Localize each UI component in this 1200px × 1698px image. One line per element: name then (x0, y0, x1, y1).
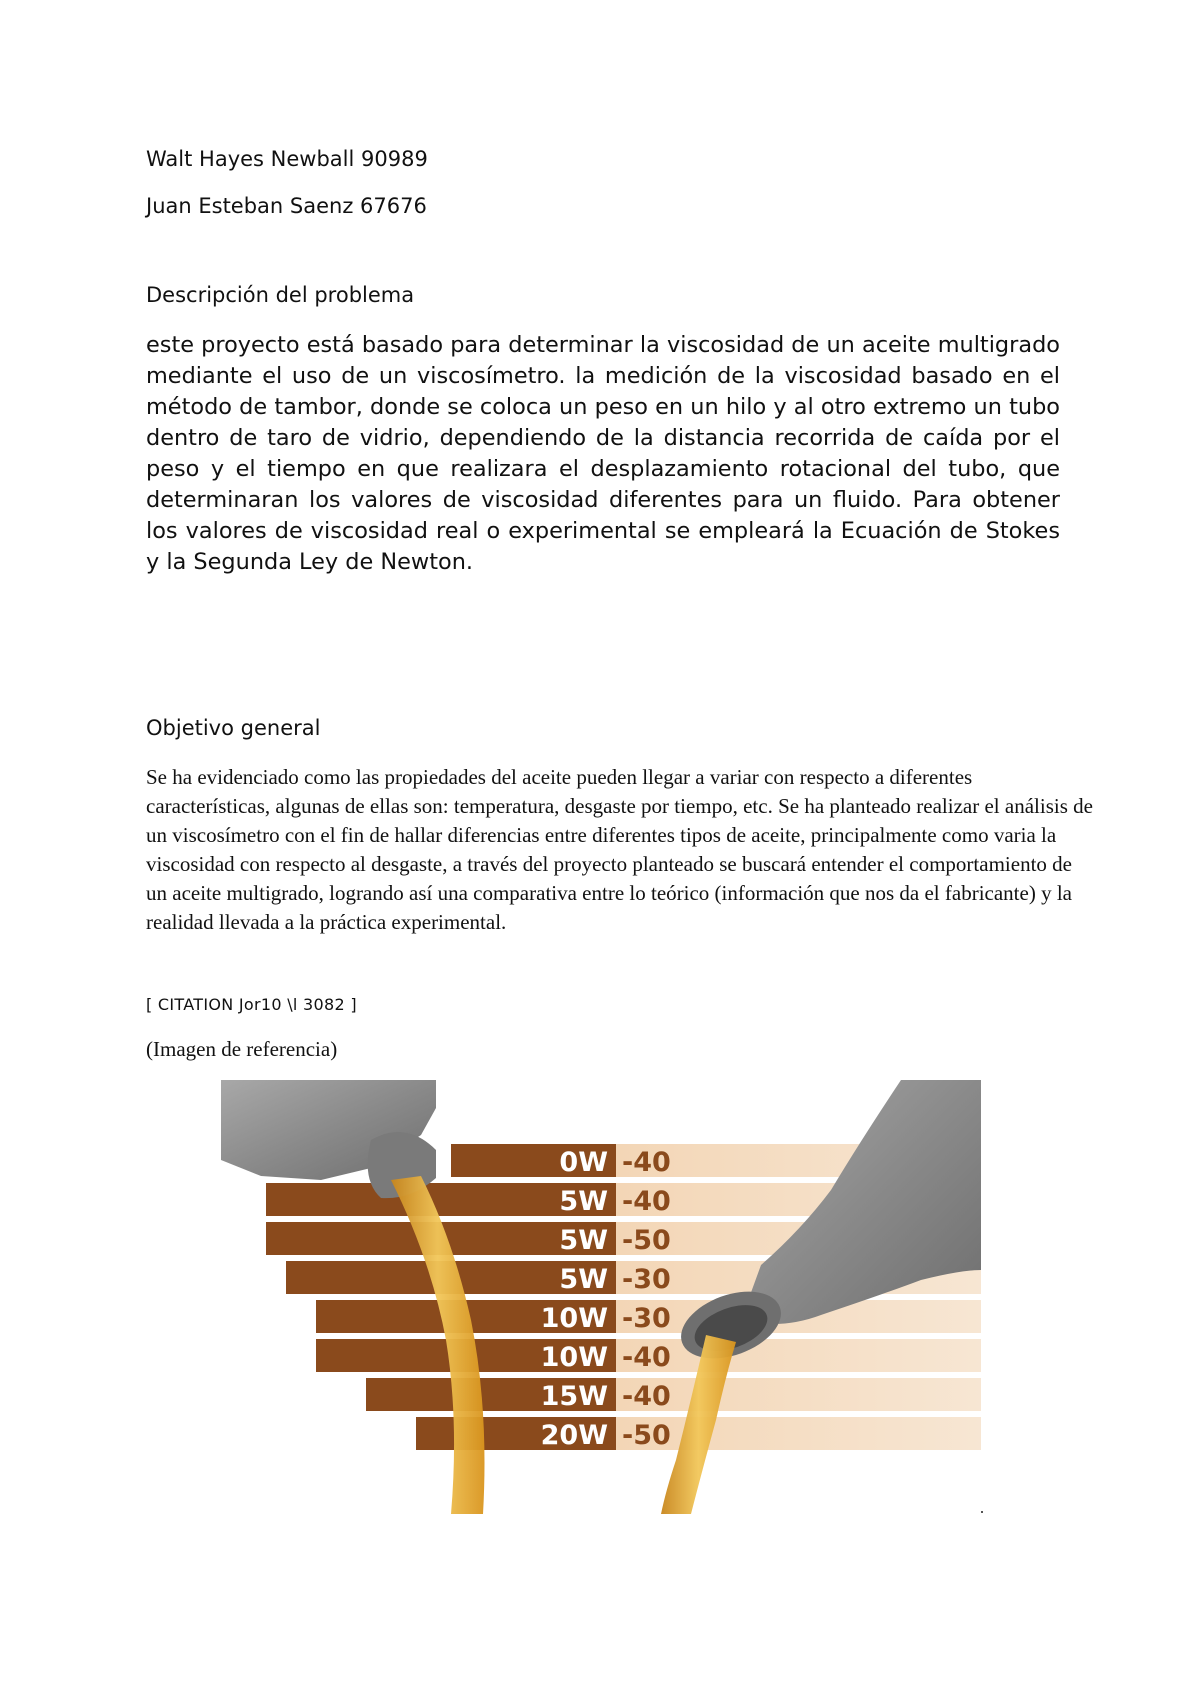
grade-winter-label: 15W (540, 1381, 608, 1412)
citation-field: [ CITATION Jor10 \l 3082 ] (146, 995, 357, 1014)
description-heading: Descripción del problema (146, 283, 415, 307)
description-paragraph: este proyecto está basado para determinar la viscosidad de un aceite multigrado mediante el uso de un viscosímetro. la medición de la viscosidad basado en el método de tambor, donde se coloca un peso en un hilo y al otro extremo un tubo dentro de taro de vidrio, dependiendo de la distancia recorrida de caída por el peso y el tiempo en que realizara el desplazamiento rotacional del tubo, que determinaran los valores de viscosidad diferentes para un fluido. Para obtener los valores de viscosidad real o experimental se empleará la Ecuación de Stokes y la Segunda Ley de Newton. (146, 332, 1060, 575)
oil-grades-reference-image (221, 1080, 981, 1514)
grade-winter-label: 20W (540, 1420, 608, 1451)
grade-winter-label: 10W (540, 1342, 608, 1373)
grade-winter-label: 5W (559, 1264, 608, 1295)
grade-hot-label: -30 (622, 1264, 671, 1295)
oil-grades-illustration (221, 1080, 981, 1514)
objective-paragraph: Se ha evidenciado como las propiedades del aceite pueden llegar a variar con respecto a diferentes características, algunas de ellas son: temperatura, desgaste por tiempo, etc. Se ha planteado realizar el análisis de un viscosímetro con el fin de hallar diferencias entre diferentes tipos de aceite, principalmente como varia la viscosidad con respecto al desgaste, a través del proyecto planteado se buscará entender el comportamiento de un aceite multigrado, logrando así una comparativa entre lo teórico (información que nos da el fabricante) y la realidad llevada a la práctica experimental. (146, 765, 1093, 934)
grade-winter-label: 0W (559, 1147, 608, 1178)
grade-hot-label: -40 (622, 1342, 671, 1373)
grade-hot-label: -40 (622, 1147, 671, 1178)
grade-hot-label: -50 (622, 1225, 671, 1256)
stray-dot (981, 1511, 983, 1513)
grade-hot-label: -40 (622, 1381, 671, 1412)
image-caption: (Imagen de referencia) (146, 1037, 338, 1061)
author-name-2: Juan Esteban Saenz 67676 (146, 194, 427, 218)
grade-winter-label: 10W (540, 1303, 608, 1334)
grade-hot-label: -40 (622, 1186, 671, 1217)
grade-winter-label: 5W (559, 1186, 608, 1217)
grade-hot-label: -50 (622, 1420, 671, 1451)
grade-winter-label: 5W (559, 1225, 608, 1256)
grade-hot-label: -30 (622, 1303, 671, 1334)
author-name-1: Walt Hayes Newball 90989 (146, 147, 428, 171)
objective-heading: Objetivo general (146, 716, 321, 740)
